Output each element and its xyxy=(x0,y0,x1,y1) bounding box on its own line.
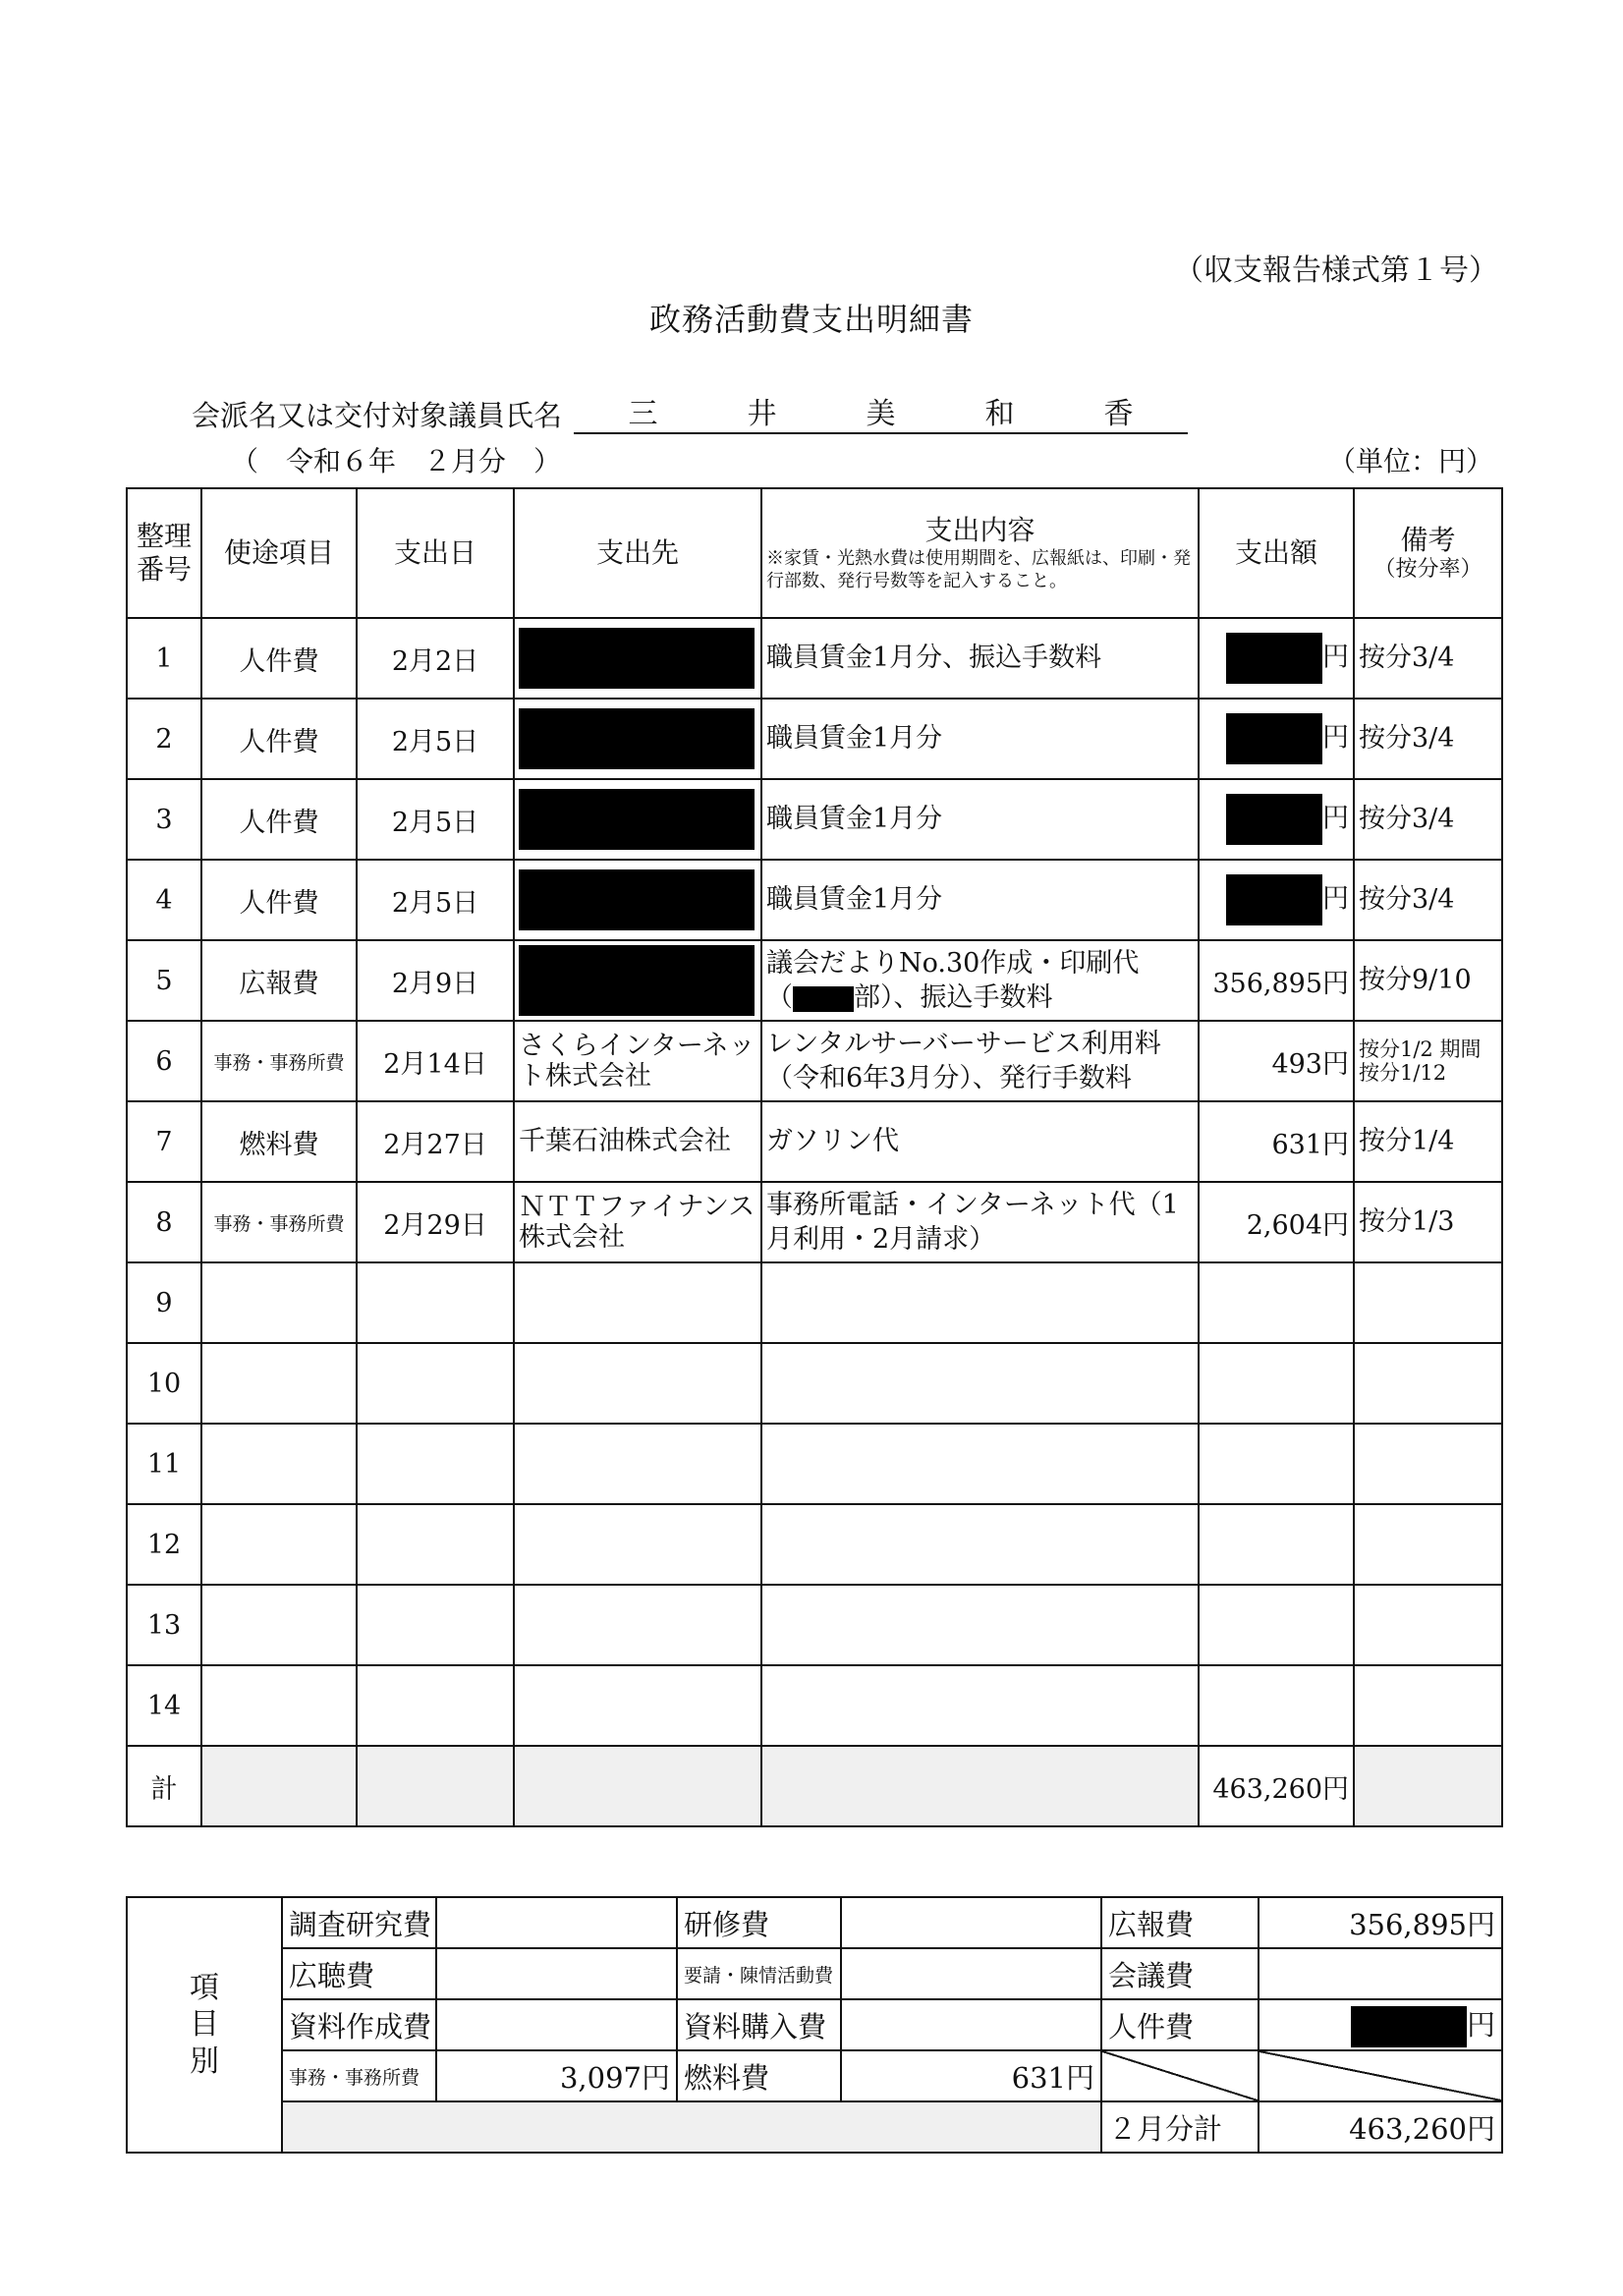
empty-cell xyxy=(357,1262,514,1343)
empty-cell xyxy=(761,1262,1199,1343)
row-amount: 493円 xyxy=(1199,1021,1354,1101)
pr-label: 広報費 xyxy=(1101,1897,1259,1948)
side-label-char: 目 xyxy=(190,2007,219,2043)
row-payee: ＮＴＴファイナンス株式会社 xyxy=(514,1182,761,1262)
content-line: 議会だよりNo.30作成・印刷代 xyxy=(766,947,1140,979)
row-date: 2月5日 xyxy=(357,779,514,860)
row-number: 10 xyxy=(127,1343,201,1424)
col-header-date: 支出日 xyxy=(357,488,514,618)
row-payee xyxy=(514,940,761,1021)
table-row xyxy=(127,1665,1502,1746)
row-content: 職員賃金1月分 xyxy=(761,779,1199,860)
row-item: 事務・事務所費 xyxy=(201,1021,357,1101)
hearing-label: 広聴費 xyxy=(282,1948,436,1999)
document-title: 政務活動費支出明細書 xyxy=(648,301,974,338)
row-content: 職員賃金1月分 xyxy=(761,860,1199,940)
form-number: （収支報告様式第１号） xyxy=(1174,253,1498,288)
summary-row xyxy=(127,1999,1502,2050)
col-header-payee: 支出先 xyxy=(514,488,761,618)
empty-cell xyxy=(1354,1343,1502,1424)
member-name-char: 三 xyxy=(628,397,658,431)
table-row xyxy=(127,1504,1502,1585)
empty-cell xyxy=(357,1585,514,1665)
row-date: 2月5日 xyxy=(357,860,514,940)
redaction-block xyxy=(1351,2006,1467,2047)
crossed-out-cell xyxy=(1259,2050,1502,2101)
empty-cell xyxy=(514,1343,761,1424)
row-number: 4 xyxy=(127,860,201,940)
row-amount xyxy=(1199,779,1354,860)
content-copies-suffix: 部）、振込手数料 xyxy=(854,982,1053,1013)
row-payee xyxy=(514,618,761,699)
empty-cell xyxy=(514,1665,761,1746)
row-content: 事務所電話・インターネット代（1月利用・2月請求） xyxy=(761,1182,1199,1262)
personnel-label: 人件費 xyxy=(1101,1999,1259,2050)
empty-cell xyxy=(761,1343,1199,1424)
hearing-value xyxy=(436,1948,677,1999)
row-number: 14 xyxy=(127,1665,201,1746)
personnel-unit: 円 xyxy=(1466,2007,1495,2042)
meeting-value xyxy=(1259,1948,1502,1999)
table-row xyxy=(127,618,1502,699)
redaction-block xyxy=(519,628,755,689)
table-row xyxy=(127,699,1502,779)
row-date: 2月5日 xyxy=(357,699,514,779)
row-date: 2月9日 xyxy=(357,940,514,1021)
member-name-char: 香 xyxy=(1103,397,1134,431)
category-summary-table xyxy=(126,1896,1503,2154)
row-date: 2月29日 xyxy=(357,1182,514,1262)
redaction-block xyxy=(519,708,755,769)
amount-unit: 円 xyxy=(1322,722,1349,754)
materials-buy-value xyxy=(841,1999,1101,2050)
empty-cell xyxy=(761,1504,1199,1585)
row-date: 2月14日 xyxy=(357,1021,514,1101)
row-payee: 千葉石油株式会社 xyxy=(514,1101,761,1182)
meeting-label: 会議費 xyxy=(1101,1948,1259,1999)
empty-cell xyxy=(514,1585,761,1665)
empty-cell xyxy=(1199,1262,1354,1343)
row-amount xyxy=(1199,860,1354,940)
empty-cell xyxy=(514,1262,761,1343)
col-header-amount: 支出額 xyxy=(1199,488,1354,618)
row-remarks: 按分9/10 xyxy=(1354,940,1502,1021)
research-value xyxy=(436,1897,677,1948)
empty-cell xyxy=(1354,1585,1502,1665)
shaded-cell xyxy=(761,1746,1199,1826)
row-payee: さくらインターネット株式会社 xyxy=(514,1021,761,1101)
research-label: 調査研究費 xyxy=(282,1897,436,1948)
empty-cell xyxy=(514,1504,761,1585)
row-content: 職員賃金1月分 xyxy=(761,699,1199,779)
redaction-block xyxy=(519,869,755,930)
amount-unit: 円 xyxy=(1322,803,1349,834)
side-label-char: 別 xyxy=(190,2044,219,2079)
total-row xyxy=(127,1746,1502,1826)
row-content: 職員賃金1月分、振込手数料 xyxy=(761,618,1199,699)
training-value xyxy=(841,1897,1101,1948)
shaded-cell xyxy=(282,2101,1101,2153)
row-item: 広報費 xyxy=(201,940,357,1021)
shaded-cell xyxy=(1354,1746,1502,1826)
table-row xyxy=(127,940,1502,1021)
redaction-block xyxy=(793,986,854,1012)
fuel-value: 631円 xyxy=(841,2050,1101,2101)
empty-cell xyxy=(201,1665,357,1746)
empty-cell xyxy=(357,1424,514,1504)
pr-value: 356,895円 xyxy=(1259,1897,1502,1948)
office-label: 事務・事務所費 xyxy=(282,2050,436,2101)
row-payee xyxy=(514,699,761,779)
redaction-block xyxy=(519,945,755,1016)
row-item: 人件費 xyxy=(201,699,357,779)
row-number: 7 xyxy=(127,1101,201,1182)
summary-row xyxy=(127,1948,1502,1999)
empty-cell xyxy=(1354,1424,1502,1504)
redaction-block xyxy=(1226,874,1322,925)
member-name-char: 井 xyxy=(747,397,777,431)
empty-cell xyxy=(761,1585,1199,1665)
petition-label: 要請・陳情活動費 xyxy=(677,1948,841,1999)
empty-cell xyxy=(201,1262,357,1343)
empty-cell xyxy=(1199,1665,1354,1746)
content-line xyxy=(766,980,1194,1015)
redaction-block xyxy=(519,789,755,850)
row-remarks: 按分3/4 xyxy=(1354,779,1502,860)
row-number: 8 xyxy=(127,1182,201,1262)
empty-cell xyxy=(201,1504,357,1585)
row-number: 5 xyxy=(127,940,201,1021)
materials-make-value xyxy=(436,1999,677,2050)
row-remarks: 按分1/3 xyxy=(1354,1182,1502,1262)
summary-side-label xyxy=(127,1897,282,2153)
member-name-char: 美 xyxy=(866,397,896,431)
row-remarks: 按分3/4 xyxy=(1354,699,1502,779)
month-total-value: 463,260円 xyxy=(1259,2101,1502,2153)
total-label: 計 xyxy=(127,1746,201,1826)
table-row xyxy=(127,1021,1502,1101)
office-value: 3,097円 xyxy=(436,2050,677,2101)
empty-cell xyxy=(357,1504,514,1585)
row-remarks: 按分3/4 xyxy=(1354,860,1502,940)
row-item: 人件費 xyxy=(201,779,357,860)
shaded-cell xyxy=(201,1746,357,1826)
empty-cell xyxy=(1199,1343,1354,1424)
row-item: 事務・事務所費 xyxy=(201,1182,357,1262)
row-content: ガソリン代 xyxy=(761,1101,1199,1182)
empty-cell xyxy=(1354,1665,1502,1746)
row-item: 燃料費 xyxy=(201,1101,357,1182)
row-amount xyxy=(1199,618,1354,699)
col-header-item: 使途項目 xyxy=(201,488,357,618)
summary-row xyxy=(127,2101,1502,2153)
redaction-block xyxy=(1226,633,1322,684)
fuel-label: 燃料費 xyxy=(677,2050,841,2101)
col-header-remarks xyxy=(1354,488,1502,618)
row-content xyxy=(761,940,1199,1021)
row-remarks: 按分3/4 xyxy=(1354,618,1502,699)
personnel-value xyxy=(1259,1999,1502,2050)
empty-cell xyxy=(1199,1585,1354,1665)
row-number: 2 xyxy=(127,699,201,779)
table-row xyxy=(127,1182,1502,1262)
shaded-cell xyxy=(357,1746,514,1826)
total-amount: 463,260円 xyxy=(1199,1746,1354,1826)
row-number: 3 xyxy=(127,779,201,860)
content-paren: （ xyxy=(766,982,793,1013)
empty-cell xyxy=(201,1343,357,1424)
crossed-out-cell xyxy=(1101,2050,1259,2101)
report-period: （ 令和６年 ２月分 ） xyxy=(231,445,562,477)
content-header-note: ※家賃・光熱水費は使用期間を、広報紙は、印刷・発行部数、発行号数等を記入すること。 xyxy=(766,548,1191,591)
row-amount: 2,604円 xyxy=(1199,1182,1354,1262)
empty-cell xyxy=(1199,1504,1354,1585)
empty-cell xyxy=(761,1424,1199,1504)
empty-cell xyxy=(514,1424,761,1504)
empty-cell xyxy=(1354,1504,1502,1585)
table-row xyxy=(127,1585,1502,1665)
empty-cell xyxy=(1199,1424,1354,1504)
member-name-label: 会派名又は交付対象議員氏名 xyxy=(192,399,563,432)
row-number: 9 xyxy=(127,1262,201,1343)
content-header-label: 支出内容 xyxy=(924,513,1035,546)
redaction-block xyxy=(1226,794,1322,845)
table-row xyxy=(127,1101,1502,1182)
row-item: 人件費 xyxy=(201,860,357,940)
row-content: レンタルサーバーサービス利用料（令和6年3月分）、発行手数料 xyxy=(761,1021,1199,1101)
table-header-row xyxy=(127,488,1502,618)
row-number: 6 xyxy=(127,1021,201,1101)
summary-row xyxy=(127,2050,1502,2101)
row-amount xyxy=(1199,699,1354,779)
month-total-label: ２月分計 xyxy=(1101,2101,1259,2153)
col-header-no: 整理番号 xyxy=(127,488,201,618)
amount-unit: 円 xyxy=(1322,642,1349,673)
row-number: 13 xyxy=(127,1585,201,1665)
empty-cell xyxy=(761,1665,1199,1746)
empty-cell xyxy=(357,1665,514,1746)
side-label-char: 項 xyxy=(190,1970,219,2005)
row-remarks: 按分1/4 xyxy=(1354,1101,1502,1182)
empty-cell xyxy=(201,1424,357,1504)
petition-value xyxy=(841,1948,1101,1999)
table-row xyxy=(127,1424,1502,1504)
remarks-header-label: 備考 xyxy=(1400,524,1456,556)
row-payee xyxy=(514,860,761,940)
empty-cell xyxy=(1354,1262,1502,1343)
remarks-header-sub: （按分率） xyxy=(1373,556,1483,582)
member-name-row xyxy=(192,389,1188,434)
redaction-block xyxy=(1226,713,1322,764)
table-row xyxy=(127,1262,1502,1343)
empty-cell xyxy=(357,1343,514,1424)
shaded-cell xyxy=(514,1746,761,1826)
table-row xyxy=(127,1343,1502,1424)
row-number: 12 xyxy=(127,1504,201,1585)
member-name-char: 和 xyxy=(984,397,1015,431)
row-item: 人件費 xyxy=(201,618,357,699)
training-label: 研修費 xyxy=(677,1897,841,1948)
row-date: 2月27日 xyxy=(357,1101,514,1182)
table-row xyxy=(127,860,1502,940)
row-remarks: 按分1/2 期間按分1/12 xyxy=(1354,1021,1502,1101)
row-date: 2月2日 xyxy=(357,618,514,699)
row-amount: 631円 xyxy=(1199,1101,1354,1182)
currency-unit: （単位：円） xyxy=(1328,445,1494,477)
summary-row xyxy=(127,1897,1502,1948)
amount-unit: 円 xyxy=(1322,883,1349,915)
empty-cell xyxy=(201,1585,357,1665)
materials-make-label: 資料作成費 xyxy=(282,1999,436,2050)
row-amount: 356,895円 xyxy=(1199,940,1354,1021)
col-header-content xyxy=(761,488,1199,618)
row-number: 11 xyxy=(127,1424,201,1504)
materials-buy-label: 資料購入費 xyxy=(677,1999,841,2050)
member-name xyxy=(574,389,1188,434)
row-payee xyxy=(514,779,761,860)
expense-table xyxy=(126,487,1503,1827)
table-row xyxy=(127,779,1502,860)
row-number: 1 xyxy=(127,618,201,699)
